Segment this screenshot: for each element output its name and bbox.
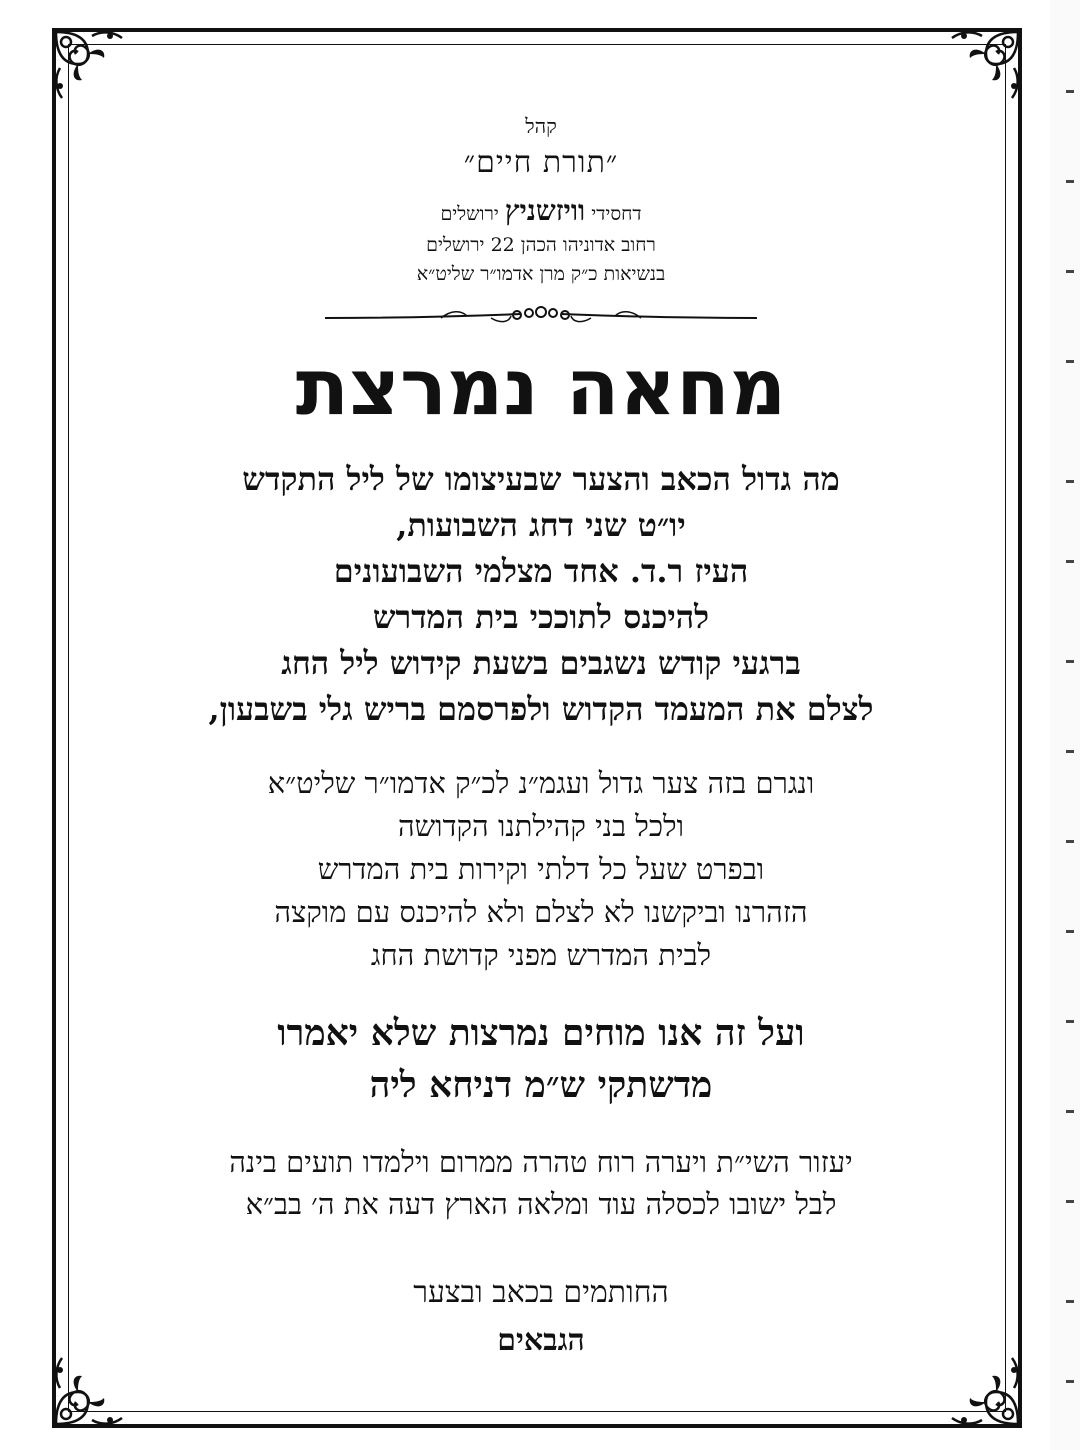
chasidei-name: וויזשניץ bbox=[504, 194, 586, 227]
notice-title: מחאה נמרצת bbox=[295, 343, 787, 433]
ornamental-frame bbox=[52, 28, 1022, 1428]
paragraph-line: לבל ישובו לכסלה עוד ומלאה הארץ דעה את ה׳ בב״א bbox=[245, 1186, 837, 1221]
paragraph-line: ברגעי קודש נשגבים בשעת קידוש ליל החג bbox=[281, 643, 801, 682]
paragraph-line: ועל זה אנו מוחים נמרצות שלא יאמרו bbox=[277, 1011, 805, 1054]
paragraph-line: הזהרנו וביקשנו לא לצלם ולא להיכנס עם מוקצה bbox=[274, 894, 808, 929]
paragraph-line: יו״ט שני דחג השבועות, bbox=[396, 505, 686, 544]
signature-block bbox=[116, 1269, 966, 1365]
paragraph-line: מה גדול הכאב והצער שבעיצומו של ליל התקדש bbox=[242, 459, 840, 498]
address-line: רחוב אדוניהו הכהן 22 ירושלים bbox=[426, 234, 656, 256]
opening-paragraph bbox=[116, 456, 966, 732]
signature-line: החותמים בכאב ובצער bbox=[413, 1274, 669, 1310]
paragraph-line: ונגרם בזה צער גדול ועגמ״נ לכ״ק אדמו״ר שליט״א bbox=[267, 765, 815, 800]
paragraph-line: להיכנס לתוככי בית המדרש bbox=[372, 597, 710, 636]
chasidei-line bbox=[116, 194, 966, 228]
flourish-divider-icon bbox=[321, 304, 761, 328]
paragraph-line: העיז ר.ד. אחד מצלמי השבועונים bbox=[333, 551, 749, 590]
leadership-line: בנשיאות כ״ק מרן אדמו״ר שליט״א bbox=[416, 263, 666, 285]
chasidei-prefix: דחסידי bbox=[591, 203, 642, 225]
details-paragraph bbox=[116, 762, 966, 977]
paragraph-line: ולכל בני קהילתנו הקדושה bbox=[397, 808, 685, 843]
kehal-label: קהל bbox=[525, 114, 557, 138]
right-edge-strip bbox=[1050, 0, 1080, 1450]
paragraph-line: לצלם את המעמד הקדוש ולפרסמם בריש גלי בשבעון, bbox=[208, 689, 874, 728]
congregation-name: ״תורת חיים״ bbox=[463, 145, 619, 180]
paragraph-line: יעזור השי״ת ויערה רוח טהרה ממרום וילמדו תועים בינה bbox=[229, 1144, 853, 1179]
corner-ornament-icon bbox=[946, 24, 1026, 104]
corner-ornament-icon bbox=[48, 24, 128, 104]
chasidei-city: ירושלים bbox=[440, 203, 499, 225]
letterhead bbox=[116, 114, 966, 286]
blessing-paragraph bbox=[116, 1141, 966, 1225]
signature-gabbaim: הגבאים bbox=[497, 1322, 585, 1358]
paragraph-line: לבית המדרש מפני קדושת החג bbox=[370, 937, 712, 972]
notice-content bbox=[116, 102, 966, 1365]
paragraph-line: מדשתקי ש״מ דניחא ליה bbox=[369, 1063, 713, 1106]
paragraph-line: ובפרט שעל כל דלתי וקירות בית המדרש bbox=[317, 851, 765, 886]
protest-statement bbox=[116, 1007, 966, 1111]
